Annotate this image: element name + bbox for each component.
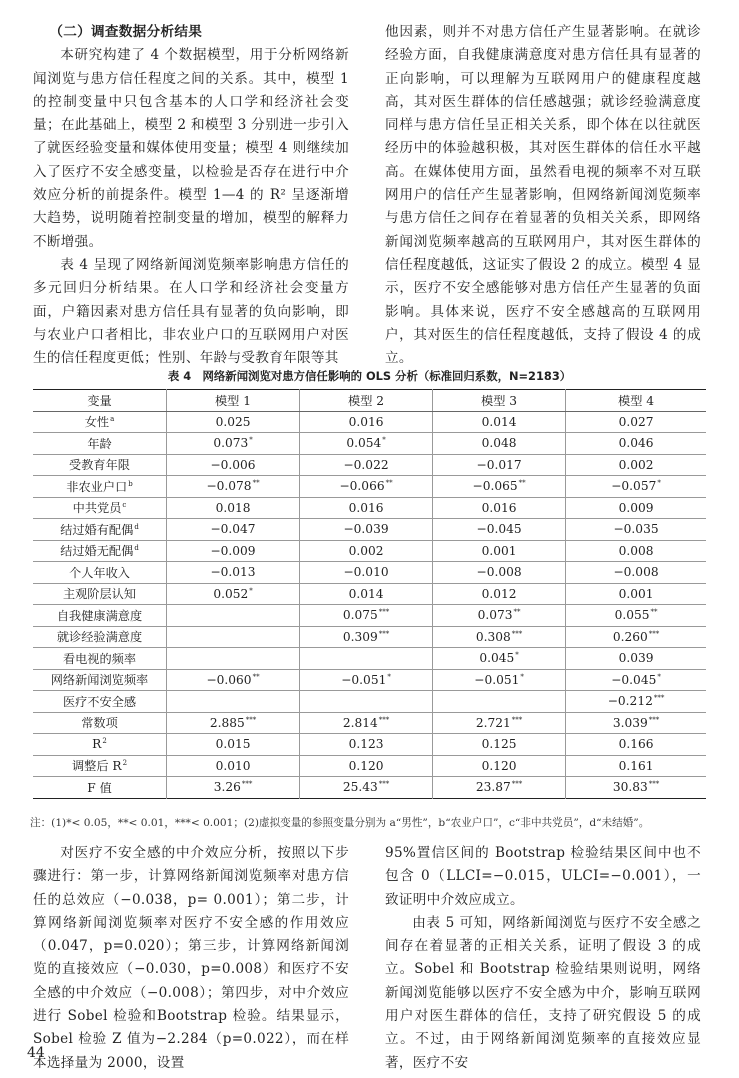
coefficient-value: −0.066 xyxy=(339,479,385,494)
cell-model-2 xyxy=(300,583,433,605)
significance-stars: *** xyxy=(648,715,660,724)
significance-stars: *** xyxy=(653,694,665,703)
coefficient-value: 0.010 xyxy=(215,758,251,773)
row-label xyxy=(33,626,167,648)
paragraph: 95%置信区间的 Bootstrap 检验结果区间中也不包含 0（LLCI=−0.015，ULCI=−0.001），一致证明中介效应成立。 xyxy=(385,845,701,908)
table-row xyxy=(33,777,706,799)
paragraph: 本研究构建了 4 个数据模型，用于分析网络新闻浏览与患方信任程度之间的关系。其中，模型 1 的控制变量中只包含基本的人口学和经济社会变量；在此基础上，模型 2 和模型 3 分别进一步引入了就医经验变量和媒体使用变量；模型 4 则继续加入了医疗不安全感变量，以检验是否存在进行中介效应分析的前提条件。模型 1—4 的 R² 呈逐渐增大趋势，说明随着控制变量的增加，模型的解释力不断增强。 xyxy=(33,47,349,250)
coefficient-value: 0.309 xyxy=(342,629,378,644)
table-row xyxy=(33,540,706,562)
cell-model-2 xyxy=(300,669,433,691)
cell-model-4 xyxy=(566,648,706,670)
cell-model-4 xyxy=(566,411,706,433)
coefficient-value: 0.048 xyxy=(481,436,517,451)
row-label-text: 就诊经验满意度 xyxy=(56,630,143,645)
cell-model-2 xyxy=(300,433,433,455)
coefficient-value: 3.26 xyxy=(213,780,241,795)
coefficient-value: 0.002 xyxy=(618,457,654,472)
cell-model-1 xyxy=(167,648,300,670)
significance-stars: * xyxy=(657,672,661,681)
row-label-text: 医疗不安全感 xyxy=(62,694,137,709)
cell-model-4 xyxy=(566,755,706,777)
row-label-text: 非农业户口 xyxy=(66,479,128,494)
coefficient-value: −0.039 xyxy=(343,522,389,537)
coefficient-value: −0.035 xyxy=(613,522,659,537)
table-row xyxy=(33,454,706,476)
cell-model-3 xyxy=(433,691,566,713)
coefficient-value: 0.025 xyxy=(215,414,251,429)
cell-model-3 xyxy=(433,777,566,799)
cell-model-3 xyxy=(433,755,566,777)
significance-stars: * xyxy=(249,586,253,595)
row-label-superscript: d xyxy=(134,522,139,531)
table-header-row xyxy=(33,390,706,412)
row-label-text: 看电视的频率 xyxy=(62,651,137,666)
table-note: 注：(1)*< 0.05，**< 0.01，***< 0.001；(2)虚拟变量的参照变量分别为 a“男性”，b“农业户口”，c“非中共党员”，d“未结婚”。 xyxy=(30,817,650,829)
coefficient-value: 0.039 xyxy=(618,651,654,666)
cell-model-1 xyxy=(167,755,300,777)
coefficient-value: 0.308 xyxy=(475,629,511,644)
row-label xyxy=(33,411,167,433)
coefficient-value: 0.045 xyxy=(479,651,515,666)
coefficient-value: 0.016 xyxy=(348,414,384,429)
coefficient-value: −0.045 xyxy=(476,522,522,537)
cell-model-2 xyxy=(300,497,433,519)
row-label-superscript: a xyxy=(110,415,115,424)
coefficient-value: 2.885 xyxy=(209,715,245,730)
row-label xyxy=(33,562,167,584)
row-label xyxy=(33,540,167,562)
coefficient-value: 0.161 xyxy=(618,758,654,773)
coefficient-value: −0.008 xyxy=(476,565,522,580)
cell-model-2 xyxy=(300,755,433,777)
table-row xyxy=(33,734,706,756)
coefficient-value: −0.006 xyxy=(210,457,256,472)
header-model-3: 模型 3 xyxy=(433,390,566,412)
table-row xyxy=(33,583,706,605)
coefficient-value: −0.008 xyxy=(613,565,659,580)
row-label-superscript: d xyxy=(134,544,139,553)
significance-stars: ** xyxy=(252,479,260,488)
cell-model-4 xyxy=(566,605,706,627)
cell-model-1 xyxy=(167,583,300,605)
row-label-text: 中共党员 xyxy=(72,501,122,516)
right-column-bottom xyxy=(385,842,701,1075)
coefficient-value: −0.065 xyxy=(472,479,518,494)
coefficient-value: 0.001 xyxy=(618,586,654,601)
cell-model-1 xyxy=(167,411,300,433)
cell-model-1 xyxy=(167,734,300,756)
coefficient-value: 0.014 xyxy=(348,586,384,601)
cell-model-3 xyxy=(433,433,566,455)
paragraph: 表 4 呈现了网络新闻浏览频率影响患方信任的多元回归分析结果。在人口学和经济社会变量方面，户籍因素对患方信任具有显著的负向影响，即与农业户口者相比，非农业户口的互联网用户对医生的信任程度更低；性别、年龄与受教育年限等其 xyxy=(33,256,349,367)
table-row xyxy=(33,691,706,713)
significance-stars: *** xyxy=(511,629,523,638)
paragraph: 由表 5 可知，网络新闻浏览与医疗不安全感之间存在着显著的正相关关系，证明了假设 3 的成立。Sobel 和 Bootstrap 检验结果则说明，网络新闻浏览能够以医疗不安全感为中介，影响互联网用户对医生群体的信任，支持了研究假设 5 的成立。不过，由于网络新闻浏览频率的直接效应显著，医疗不安 xyxy=(385,914,701,1071)
cell-model-2 xyxy=(300,626,433,648)
row-label xyxy=(33,497,167,519)
header-model-1: 模型 1 xyxy=(167,390,300,412)
cell-model-1 xyxy=(167,540,300,562)
cell-model-1 xyxy=(167,712,300,734)
cell-model-4 xyxy=(566,476,706,498)
cell-model-2 xyxy=(300,712,433,734)
table-row xyxy=(33,669,706,691)
table-row xyxy=(33,605,706,627)
paragraph: 对医疗不安全感的中介效应分析，按照以下步骤进行：第一步，计算网络新闻浏览频率对患方信任的总效应（−0.038，p= 0.001）；第二步，计算网络新闻浏览频率对医疗不安全感的作用效应（0.047，p=0.020）；第三步，计算网络新闻浏览的直接效应（−0.030，p=0.008）和医疗不安全感的中介效应（−0.008）；第四步，对中介效应进行 Sobel 检验和Bootstrap 检验。结果显示，Sobel 检验 Z 值为−2.284（p=0.022），而在样本选择量为 2000，设置 xyxy=(33,845,349,1071)
row-label-text: 结过婚无配偶 xyxy=(60,544,134,559)
cell-model-3 xyxy=(433,497,566,519)
row-label xyxy=(33,691,167,713)
cell-model-2 xyxy=(300,691,433,713)
row-label xyxy=(33,605,167,627)
coefficient-value: −0.051 xyxy=(474,672,520,687)
table-row xyxy=(33,411,706,433)
row-label xyxy=(33,734,167,756)
cell-model-4 xyxy=(566,712,706,734)
coefficient-value: −0.013 xyxy=(210,565,256,580)
coefficient-value: 0.012 xyxy=(481,586,517,601)
row-label-superscript: c xyxy=(122,501,127,510)
cell-model-1 xyxy=(167,476,300,498)
right-column-top xyxy=(385,21,701,370)
significance-stars: *** xyxy=(511,780,523,789)
coefficient-value: 25.43 xyxy=(342,780,378,795)
coefficient-value: 3.039 xyxy=(612,715,648,730)
coefficient-value: 0.002 xyxy=(348,543,384,558)
coefficient-value: −0.022 xyxy=(343,457,389,472)
significance-stars: *** xyxy=(378,715,390,724)
table-caption: 表 4 网络新闻浏览对患方信任影响的 OLS 分析（标准回归系数，N=2183） xyxy=(167,369,572,383)
cell-model-4 xyxy=(566,777,706,799)
table-row xyxy=(33,755,706,777)
significance-stars: * xyxy=(520,672,524,681)
significance-stars: * xyxy=(515,651,519,660)
cell-model-4 xyxy=(566,519,706,541)
coefficient-value: 0.055 xyxy=(614,608,650,623)
row-label-text: 女性 xyxy=(84,415,110,430)
cell-model-3 xyxy=(433,626,566,648)
table-row xyxy=(33,433,706,455)
significance-stars: *** xyxy=(378,780,390,789)
row-label-text: R xyxy=(92,737,102,752)
cell-model-2 xyxy=(300,454,433,476)
cell-model-1 xyxy=(167,777,300,799)
page-number: 44 xyxy=(27,1045,45,1061)
coefficient-value: 0.120 xyxy=(348,758,384,773)
significance-stars: ** xyxy=(385,479,393,488)
coefficient-value: −0.051 xyxy=(341,672,387,687)
cell-model-1 xyxy=(167,605,300,627)
significance-stars: * xyxy=(657,479,661,488)
significance-stars: * xyxy=(249,436,253,445)
cell-model-3 xyxy=(433,454,566,476)
significance-stars: *** xyxy=(648,629,660,638)
cell-model-3 xyxy=(433,669,566,691)
coefficient-value: 0.073 xyxy=(213,436,249,451)
coefficient-value: 23.87 xyxy=(475,780,511,795)
row-label-text: 网络新闻浏览频率 xyxy=(50,673,149,688)
paragraph: 他因素，则并不对患方信任产生显著影响。在就诊经验方面，自我健康满意度对患方信任具有显著的正向影响，可以理解为互联网用户的健康程度越高，其对医生群体的信任感越强；就诊经验满意度同样与患方信任呈正相关关系，即个体在以往就医经历中的体验越积极，其对医生群体的信任水平越高。在媒体使用方面，虽然看电视的频率不对互联网用户的信任产生显著影响，但网络新闻浏览频率与患方信任之间存在着显著的负相关关系，即网络新闻浏览频率越高的互联网用户，其对医生群体的信任程度越低，这证实了假设 2 的成立。模型 4 显示，医疗不安全感能够对患方信任产生显著的负面影响。具体来说，医疗不安全感越高的互联网用户，其对医生的信任程度越低，支持了假设 4 的成立。 xyxy=(385,24,701,367)
row-label-text: 常数项 xyxy=(81,716,118,731)
cell-model-1 xyxy=(167,454,300,476)
left-column-top xyxy=(33,21,349,370)
coefficient-value: −0.060 xyxy=(206,672,252,687)
cell-model-3 xyxy=(433,540,566,562)
cell-model-1 xyxy=(167,562,300,584)
coefficient-value: −0.078 xyxy=(206,479,252,494)
left-column-bottom xyxy=(33,842,349,1075)
cell-model-4 xyxy=(566,669,706,691)
row-label-text: 年龄 xyxy=(87,436,112,451)
row-label xyxy=(33,648,167,670)
cell-model-2 xyxy=(300,777,433,799)
cell-model-2 xyxy=(300,562,433,584)
coefficient-value: 0.001 xyxy=(481,543,517,558)
significance-stars: *** xyxy=(511,715,523,724)
row-label-text: 结过婚有配偶 xyxy=(60,522,134,537)
section-heading: （二）调查数据分析结果 xyxy=(49,24,203,40)
significance-stars: ** xyxy=(650,608,658,617)
cell-model-2 xyxy=(300,540,433,562)
significance-stars: * xyxy=(387,672,391,681)
row-label-superscript: b xyxy=(128,479,133,488)
table-row xyxy=(33,497,706,519)
cell-model-4 xyxy=(566,626,706,648)
cell-model-2 xyxy=(300,411,433,433)
cell-model-2 xyxy=(300,648,433,670)
row-label-text: 个人年收入 xyxy=(69,565,130,580)
row-label-text: 主观阶层认知 xyxy=(62,587,137,602)
cell-model-1 xyxy=(167,497,300,519)
significance-stars: ** xyxy=(518,479,526,488)
significance-stars: ** xyxy=(252,672,260,681)
significance-stars: *** xyxy=(245,715,257,724)
coefficient-value: 0.009 xyxy=(618,500,654,515)
row-label-text: 受教育年限 xyxy=(69,458,130,473)
coefficient-value: 0.260 xyxy=(612,629,648,644)
cell-model-1 xyxy=(167,691,300,713)
regression-table xyxy=(33,389,706,799)
coefficient-value: 0.014 xyxy=(481,414,517,429)
coefficient-value: 0.027 xyxy=(618,414,654,429)
coefficient-value: 0.125 xyxy=(481,737,517,752)
cell-model-2 xyxy=(300,476,433,498)
header-model-4: 模型 4 xyxy=(566,390,706,412)
cell-model-4 xyxy=(566,497,706,519)
coefficient-value: 30.83 xyxy=(612,780,648,795)
cell-model-1 xyxy=(167,433,300,455)
cell-model-3 xyxy=(433,605,566,627)
cell-model-4 xyxy=(566,540,706,562)
cell-model-3 xyxy=(433,411,566,433)
coefficient-value: 0.016 xyxy=(348,500,384,515)
coefficient-value: −0.010 xyxy=(343,565,389,580)
cell-model-1 xyxy=(167,519,300,541)
cell-model-2 xyxy=(300,734,433,756)
cell-model-4 xyxy=(566,691,706,713)
coefficient-value: 0.018 xyxy=(215,500,251,515)
cell-model-3 xyxy=(433,519,566,541)
coefficient-value: −0.009 xyxy=(210,543,256,558)
coefficient-value: 0.046 xyxy=(618,436,654,451)
cell-model-4 xyxy=(566,433,706,455)
coefficient-value: 0.052 xyxy=(213,586,249,601)
coefficient-value: 0.166 xyxy=(618,737,654,752)
cell-model-3 xyxy=(433,583,566,605)
header-variable: 变量 xyxy=(33,390,167,412)
row-label-text: F 值 xyxy=(87,780,112,795)
cell-model-4 xyxy=(566,583,706,605)
cell-model-3 xyxy=(433,648,566,670)
row-label xyxy=(33,433,167,455)
row-label xyxy=(33,476,167,498)
cell-model-4 xyxy=(566,734,706,756)
coefficient-value: −0.045 xyxy=(611,672,657,687)
coefficient-value: 0.120 xyxy=(481,758,517,773)
cell-model-1 xyxy=(167,626,300,648)
row-label xyxy=(33,583,167,605)
table-row xyxy=(33,626,706,648)
row-label-superscript: 2 xyxy=(102,737,107,746)
row-label xyxy=(33,755,167,777)
coefficient-value: 2.721 xyxy=(475,715,511,730)
cell-model-3 xyxy=(433,734,566,756)
row-label-text: 自我健康满意度 xyxy=(56,608,143,623)
cell-model-2 xyxy=(300,519,433,541)
row-label xyxy=(33,777,167,799)
significance-stars: *** xyxy=(241,780,253,789)
coefficient-value: −0.057 xyxy=(611,479,657,494)
significance-stars: *** xyxy=(648,780,660,789)
coefficient-value: 0.008 xyxy=(618,543,654,558)
cell-model-3 xyxy=(433,562,566,584)
coefficient-value: 0.073 xyxy=(477,608,513,623)
row-label xyxy=(33,519,167,541)
coefficient-value: −0.017 xyxy=(476,457,522,472)
coefficient-value: 0.075 xyxy=(342,608,378,623)
table-row xyxy=(33,712,706,734)
coefficient-value: 0.123 xyxy=(348,737,384,752)
row-label-superscript: 2 xyxy=(122,759,128,768)
coefficient-value: −0.212 xyxy=(607,694,653,709)
cell-model-4 xyxy=(566,454,706,476)
coefficient-value: 2.814 xyxy=(342,715,378,730)
table-row xyxy=(33,476,706,498)
table-body xyxy=(33,411,706,798)
significance-stars: ** xyxy=(513,608,521,617)
row-label-text: 调整后 R xyxy=(71,759,122,774)
significance-stars: * xyxy=(382,436,386,445)
table-row xyxy=(33,562,706,584)
cell-model-4 xyxy=(566,562,706,584)
row-label xyxy=(33,712,167,734)
row-label xyxy=(33,669,167,691)
significance-stars: *** xyxy=(378,608,390,617)
row-label xyxy=(33,454,167,476)
cell-model-3 xyxy=(433,476,566,498)
cell-model-2 xyxy=(300,605,433,627)
table-row xyxy=(33,519,706,541)
coefficient-value: −0.047 xyxy=(210,522,256,537)
cell-model-1 xyxy=(167,669,300,691)
header-model-2: 模型 2 xyxy=(300,390,433,412)
table-row xyxy=(33,648,706,670)
coefficient-value: 0.015 xyxy=(215,737,251,752)
coefficient-value: 0.016 xyxy=(481,500,517,515)
cell-model-3 xyxy=(433,712,566,734)
significance-stars: *** xyxy=(378,629,390,638)
coefficient-value: 0.054 xyxy=(346,436,382,451)
